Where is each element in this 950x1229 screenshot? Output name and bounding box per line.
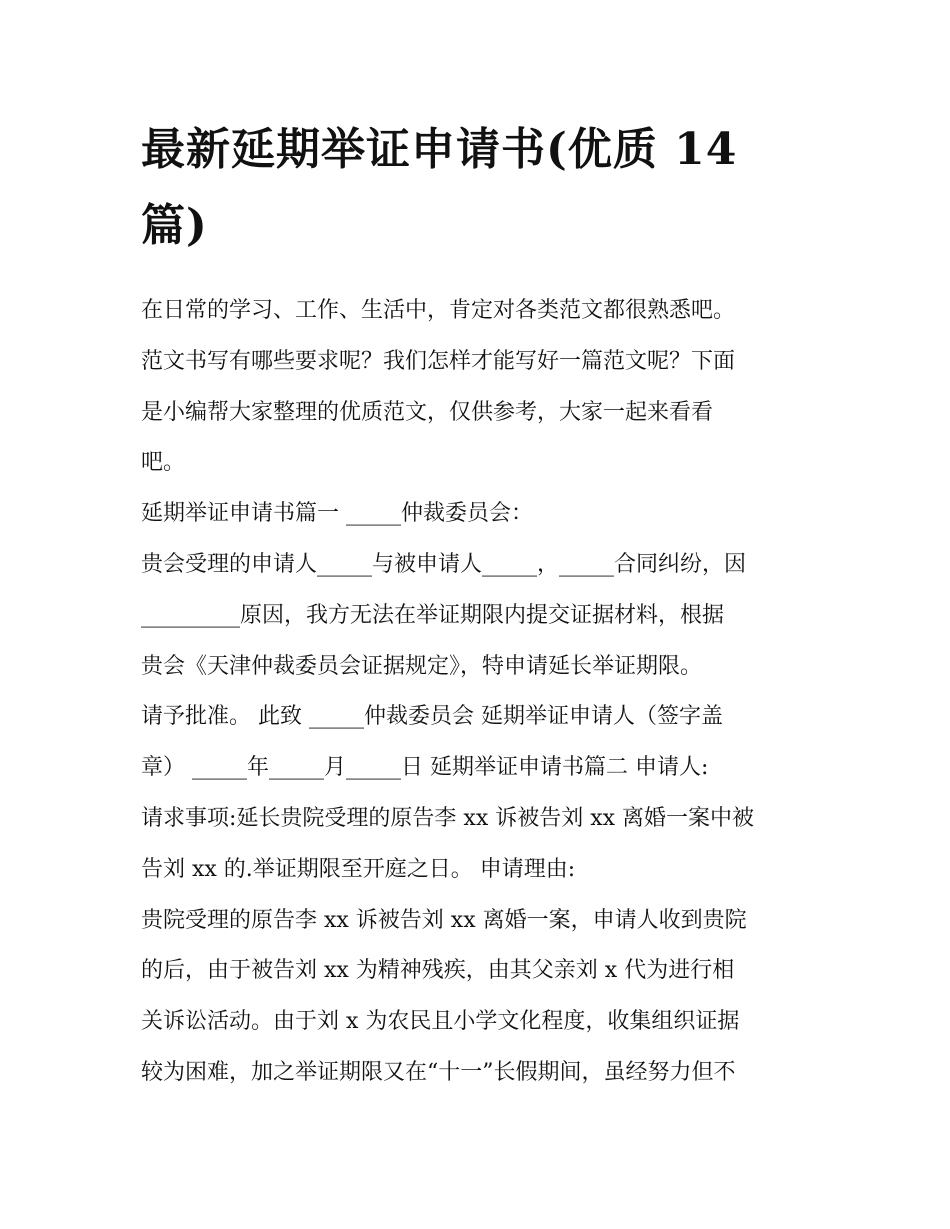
body-line: 贵会受理的申请人_____与被申请人_____，_____合同纠纷，因 [141,551,747,577]
intro-line: 吧。 [141,450,186,476]
body-line: 关诉讼活动。由于刘 x 为农民且小学文化程度，收集组织证据 [141,1009,740,1035]
body-line: 贵院受理的原告李 xx 诉被告刘 xx 离婚一案，申请人收到贵院 [141,907,747,933]
document-page [141,112,813,1099]
body-line: 请予批准。 此致 _____仲裁委员会 延期举证申请人（签字盖 [141,704,723,730]
body-line: 延期举证申请书篇一 _____仲裁委员会： [141,501,533,527]
intro-line: 在日常的学习、工作、生活中，肯定对各类范文都很熟悉吧。 [141,298,736,323]
title-line: 最新延期举证申请书(优质 14 [141,124,738,175]
body-line: 贵会《天津仲裁委员会证据规定》，特申请延长举证期限。 [141,653,703,679]
title-line: 篇) [141,200,208,251]
body-line: 请求事项:延长贵院受理的原告李 xx 诉被告刘 xx 离婚一案中被 [141,805,755,831]
body-line: 告刘 xx 的.举证期限至开庭之日。 申请理由: [141,856,576,882]
document-body [141,286,813,1099]
body-line: _________原因，我方无法在举证期限内提交证据材料，根据 [141,602,725,628]
intro-line: 范文书写有哪些要求呢？我们怎样才能写好一篇范文呢？下面 [141,348,736,374]
body-line: 较为困难，加之举证期限又在“十一”长假期间，虽经努力但不 [141,1059,736,1085]
intro-line: 是小编帮大家整理的优质范文，仅供参考，大家一起来看看 [141,399,714,425]
body-line: 章） _____年_____月_____日 延期举证申请书篇二 申请人: [141,755,709,781]
body-line: 的后，由于被告刘 xx 为精神残疾，由其父亲刘 x 代为进行相 [141,958,735,984]
document-title [141,112,813,264]
